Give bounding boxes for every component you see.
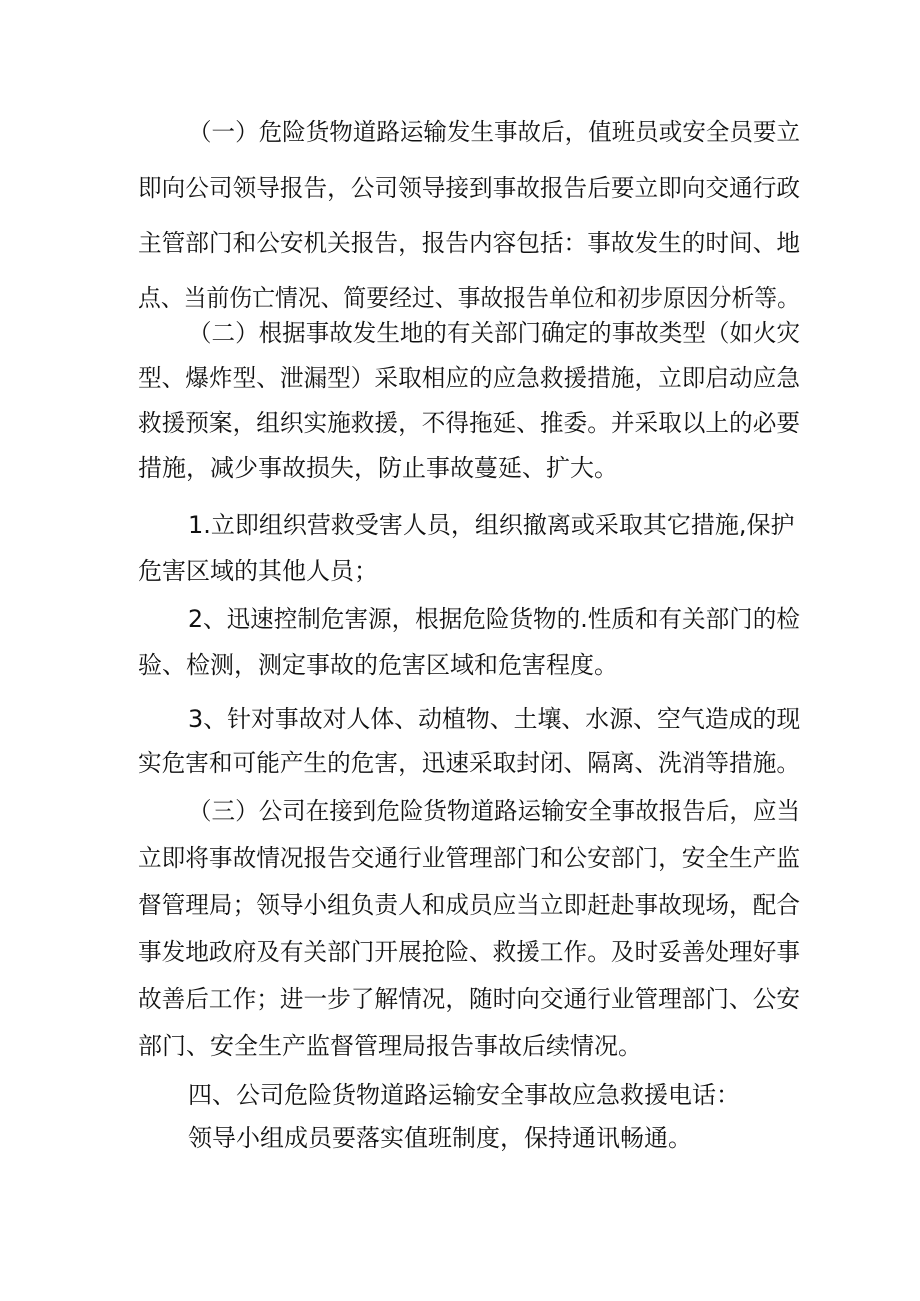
paragraph-6-line-6: 部门、安全生产监督管理局报告事故后续情况。 <box>138 1032 642 1060</box>
paragraph-5-line-1: 3、针对事故对人体、动植物、土壤、水源、空气造成的现 <box>188 705 801 733</box>
paragraph-3-line-1: 1.立即组织营救受害人员，组织撤离或采取其它措施,保护 <box>188 511 795 539</box>
paragraph-1-line-2: 即向公司领导报告，公司领导接到事故报告后要立即向交通行政 <box>138 174 800 202</box>
paragraph-1-line-1: （一）危险货物道路运输发生事故后，值班员或安全员要立 <box>188 118 801 146</box>
paragraph-4-line-2: 验、检测，测定事故的危害区域和危害程度。 <box>138 651 618 679</box>
paragraph-5-line-2: 实危害和可能产生的危害，迅速采取封闭、隔离、洗消等措施。 <box>138 749 800 777</box>
paragraph-3-line-2: 危害区域的其他人员； <box>138 557 378 585</box>
paragraph-6-line-1: （三）公司在接到危险货物道路运输安全事故报告后，应当 <box>188 797 801 825</box>
paragraph-2-line-1: （二）根据事故发生地的有关部门确定的事故类型（如火灾 <box>188 319 801 347</box>
paragraph-6-line-5: 故善后工作；进一步了解情况，随时向交通行业管理部门、公安 <box>138 985 800 1013</box>
paragraph-2-line-2: 型、爆炸型、泄漏型）采取相应的应急救援措施，立即启动应急 <box>138 364 800 392</box>
paragraph-7-line-1: 四、公司危险货物道路运输安全事故应急救援电话： <box>188 1081 740 1109</box>
paragraph-8-line-1: 领导小组成员要落实值班制度，保持通讯畅通。 <box>188 1124 692 1152</box>
paragraph-6-line-3: 督管理局；领导小组负责人和成员应当立即赶赴事故现场，配合 <box>138 891 800 919</box>
paragraph-2-line-4: 措施，减少事故损失，防止事故蔓延、扩大。 <box>138 454 618 482</box>
paragraph-6-line-4: 事发地政府及有关部门开展抢险、救援工作。及时妥善处理好事 <box>138 938 800 966</box>
paragraph-4-line-1: 2、迅速控制危害源，根据危险货物的.性质和有关部门的检 <box>188 605 800 633</box>
paragraph-1-line-3: 主管部门和公安机关报告，报告内容包括：事故发生的时间、地 <box>138 229 800 257</box>
paragraph-6-line-2: 立即将事故情况报告交通行业管理部门和公安部门，安全生产监 <box>138 844 800 872</box>
paragraph-1-line-4: 点、当前伤亡情况、简要经过、事故报告单位和初步原因分析等。 <box>138 284 800 312</box>
paragraph-2-line-3: 救援预案，组织实施救援，不得拖延、推委。并采取以上的必要 <box>138 409 800 437</box>
